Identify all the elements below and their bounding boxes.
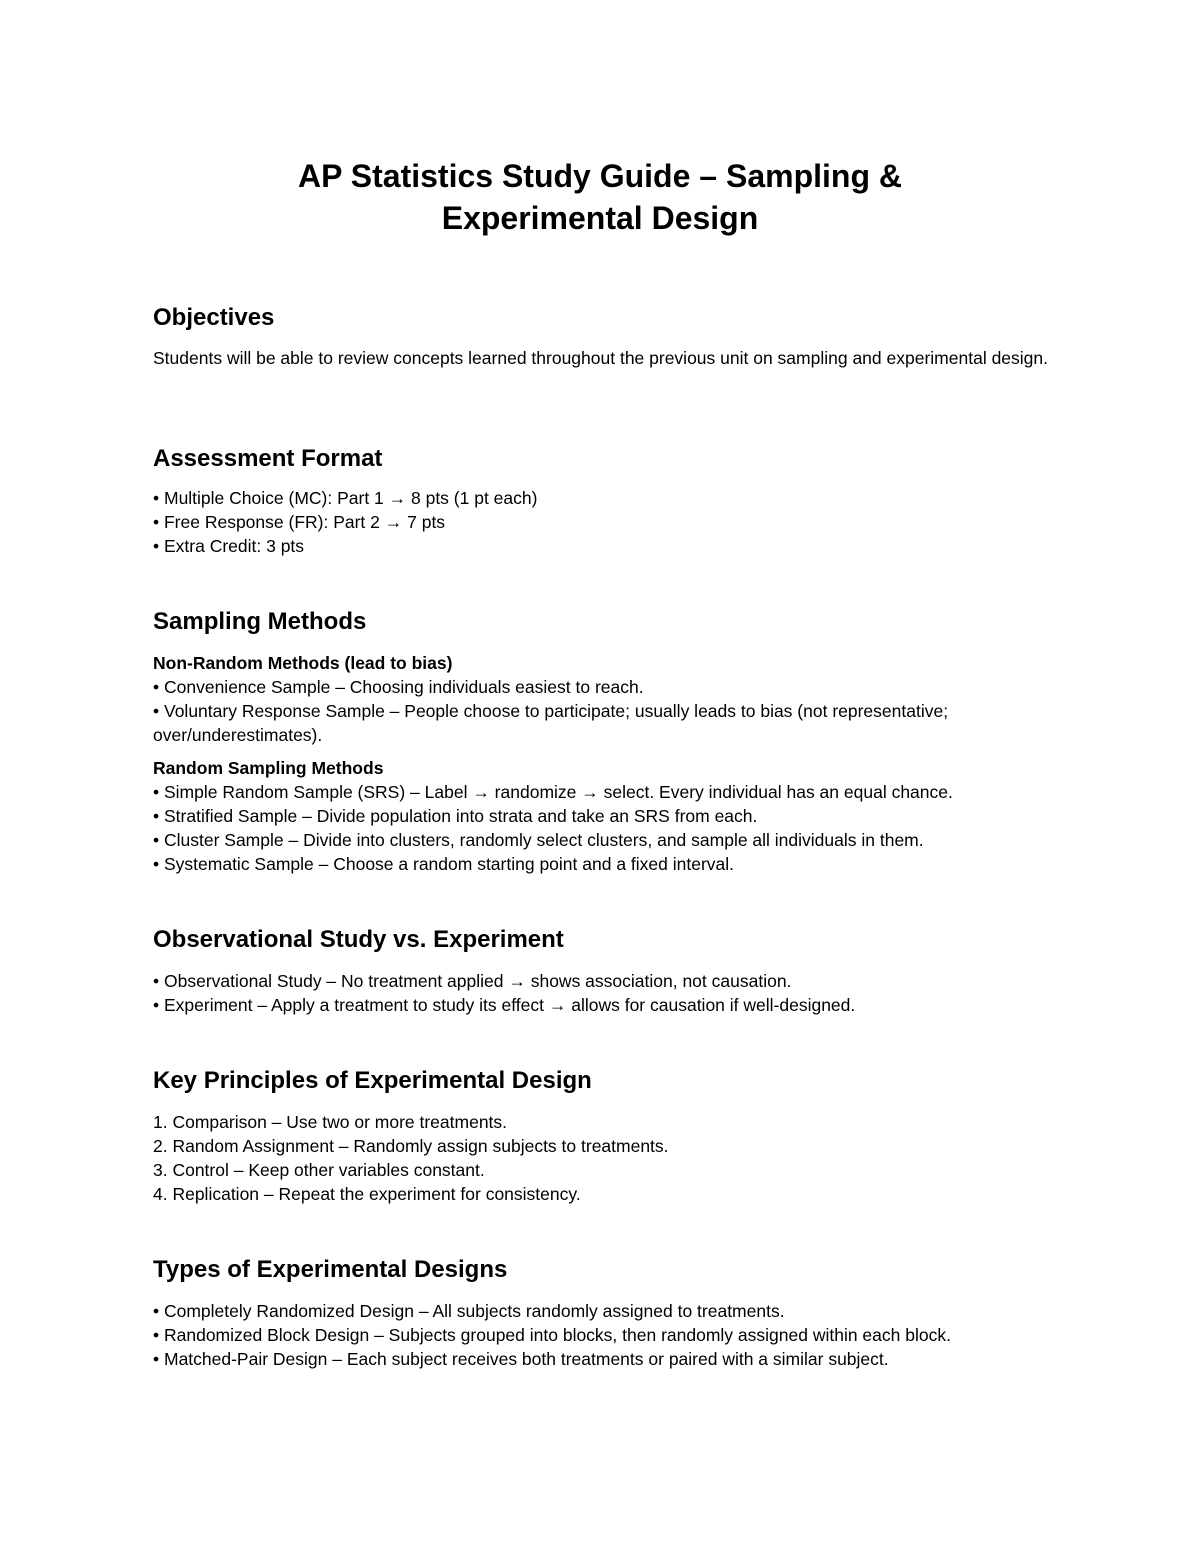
sampling-heading: Sampling Methods <box>153 608 367 635</box>
list-item: • Extra Credit: 3 pts <box>153 536 305 556</box>
designs-section <box>153 1255 1053 1371</box>
list-item: • Simple Random Sample (SRS) – Label → randomize → select. Every individual has an equal chance. <box>153 782 953 802</box>
list-item: • Free Response (FR): Part 2 → 7 pts <box>153 512 446 532</box>
observational-heading: Observational Study vs. Experiment <box>153 926 564 953</box>
list-item: • Completely Randomized Design – All subjects randomly assigned to treatments. <box>153 1301 785 1321</box>
objectives-section <box>153 303 1053 370</box>
principles-list <box>153 1110 1053 1206</box>
list-item: • Observational Study – No treatment applied → shows association, not causation. <box>153 971 792 991</box>
list-item: 3. Control – Keep other variables constant. <box>153 1160 485 1180</box>
principles-section <box>153 1066 1053 1206</box>
document-title <box>153 155 1047 239</box>
random-subheading: Random Sampling Methods <box>153 758 384 778</box>
random-list <box>153 780 1053 876</box>
designs-heading: Types of Experimental Designs <box>153 1256 508 1283</box>
list-item: 1. Comparison – Use two or more treatments. <box>153 1112 508 1132</box>
principles-heading: Key Principles of Experimental Design <box>153 1067 592 1094</box>
list-item: • Cluster Sample – Divide into clusters, randomly select clusters, and sample all individuals in them. <box>153 830 924 850</box>
objectives-heading: Objectives <box>153 304 275 331</box>
observational-list <box>153 969 1053 1017</box>
objectives-text: Students will be able to review concepts learned throughout the previous unit on sampling and experimental design. <box>153 348 1048 368</box>
list-item: • Experiment – Apply a treatment to study its effect → allows for causation if well-designed. <box>153 995 856 1015</box>
nonrandom-list <box>153 675 1053 747</box>
list-item: • Randomized Block Design – Subjects grouped into blocks, then randomly assigned within each block. <box>153 1325 951 1345</box>
list-item: • Voluntary Response Sample – People choose to participate; usually leads to bias (not representative; over/underestimates). <box>153 701 949 745</box>
assessment-list <box>153 486 1053 558</box>
designs-list <box>153 1299 1053 1371</box>
assessment-heading: Assessment Format <box>153 445 383 472</box>
list-item: 2. Random Assignment – Randomly assign subjects to treatments. <box>153 1136 669 1156</box>
list-item: • Systematic Sample – Choose a random starting point and a fixed interval. <box>153 854 735 874</box>
list-item: • Multiple Choice (MC): Part 1 → 8 pts (1 pt each) <box>153 488 538 508</box>
title-line-2: Experimental Design <box>441 200 759 236</box>
list-item: • Convenience Sample – Choosing individuals easiest to reach. <box>153 677 644 697</box>
sampling-section <box>153 607 1053 876</box>
list-item: • Matched-Pair Design – Each subject receives both treatments or paired with a similar subject. <box>153 1349 889 1369</box>
list-item: • Stratified Sample – Divide population into strata and take an SRS from each. <box>153 806 758 826</box>
list-item: 4. Replication – Repeat the experiment for consistency. <box>153 1184 581 1204</box>
title-line-1: AP Statistics Study Guide – Sampling & <box>298 158 902 194</box>
nonrandom-subheading: Non-Random Methods (lead to bias) <box>153 653 453 673</box>
assessment-section <box>153 444 1053 558</box>
observational-section <box>153 925 1053 1017</box>
